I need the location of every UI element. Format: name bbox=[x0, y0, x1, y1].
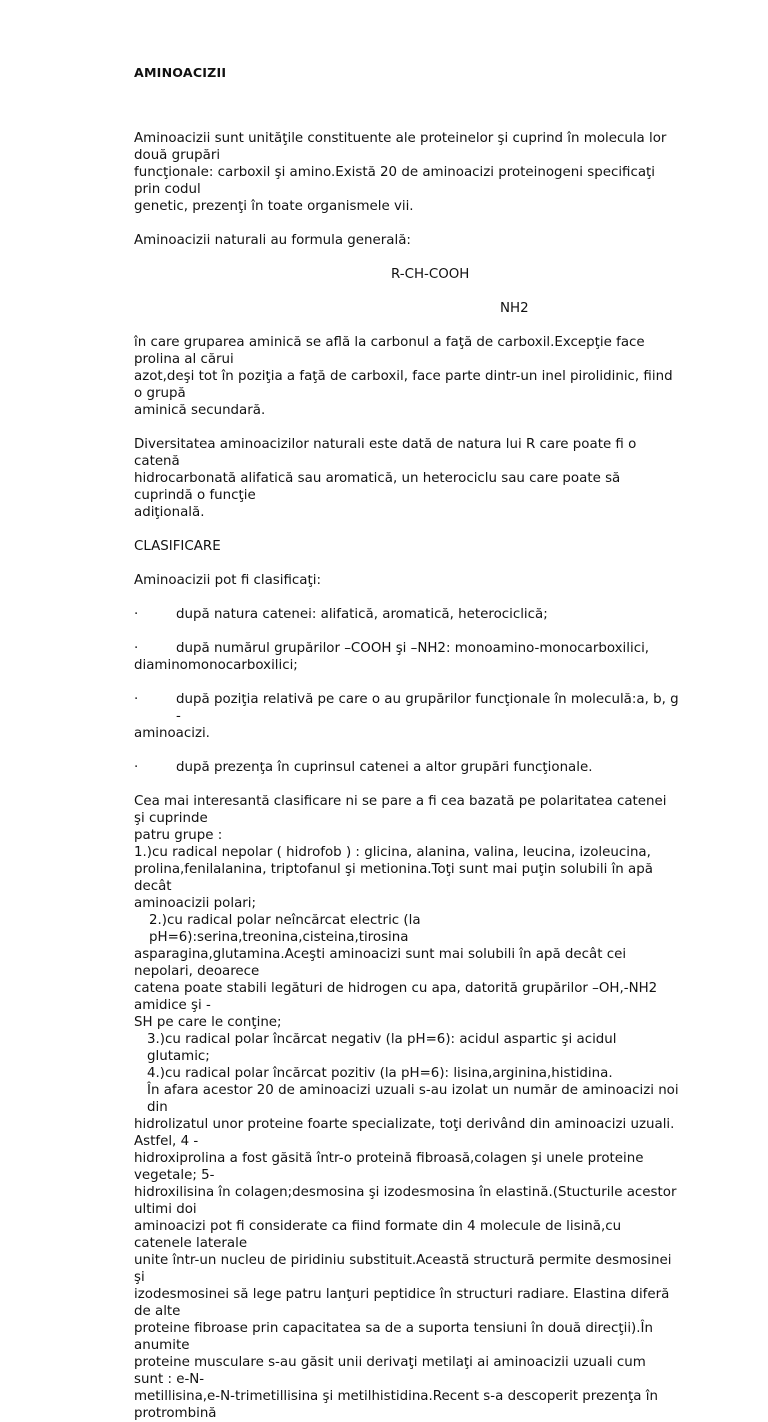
text-line: în care gruparea aminică se află la carbonul a faţă de carboxil.Excepţie face prolina al cărui bbox=[134, 335, 645, 367]
bullet-text-continued: aminoacizi. bbox=[134, 726, 210, 741]
bullet-dot: · bbox=[134, 692, 139, 707]
bullet-dot: · bbox=[134, 607, 139, 622]
text-line: hidroxilisina în colagen;desmosina şi izodesmosina în elastină.(Stucturile acestor ultimi doi bbox=[134, 1185, 677, 1217]
text-line: aminoacizii polari; bbox=[134, 896, 257, 911]
text-line: asparagina,glutamina.Aceşti aminoacizi sunt mai solubili în apă decât cei nepolari, deoarece bbox=[134, 947, 627, 979]
bullet-item bbox=[134, 606, 679, 623]
intro-paragraph bbox=[134, 130, 679, 215]
text-line: 3.)cu radical polar încărcat negativ (la pH=6): acidul aspartic şi acidul glutamic; bbox=[147, 1032, 617, 1064]
text-line: catena poate stabili legături de hidrogen cu apa, datorită grupărilor –OH,-NH2 amidice şi - bbox=[134, 981, 658, 1013]
text-line: funcţionale: carboxil şi amino.Există 20 de aminoacizi proteinogeni specificaţi prin codul bbox=[134, 165, 656, 197]
polarity-section bbox=[134, 793, 679, 1422]
section-heading: CLASIFICARE bbox=[134, 539, 221, 554]
text-line: 1.)cu radical nepolar ( hidrofob ) : glicina, alanina, valina, leucina, izoleucina, bbox=[134, 845, 651, 860]
document-page bbox=[134, 64, 679, 1422]
bullet-dot: · bbox=[134, 760, 139, 775]
text-line: metillisina,e-N-trimetillisina şi metilhistidina.Recent s-a descoperit prezenţa în protrombină bbox=[134, 1389, 658, 1421]
bullet-dot: · bbox=[134, 641, 139, 656]
text-line: SH pe care le conţine; bbox=[134, 1015, 282, 1030]
bullet-text: după natura catenei: alifatică, aromatică, heterociclică; bbox=[176, 607, 548, 622]
bullet-text: după numărul grupărilor –COOH şi –NH2: monoamino-monocarboxilici, bbox=[176, 641, 650, 656]
bullet-text: după poziţia relativă pe care o au grupărilor funcţionale în moleculă:a, b, g - bbox=[176, 692, 679, 724]
text-line: Aminoacizii sunt unităţile constituente ale proteinelor şi cuprind în molecula lor două grupări bbox=[134, 131, 667, 163]
formula-substituent: NH2 bbox=[500, 301, 529, 316]
bullet-text-continued: diaminomonocarboxilici; bbox=[134, 658, 298, 673]
text-line: În afara acestor 20 de aminoacizi uzuali s-au izolat un număr de aminoacizi noi din bbox=[147, 1083, 679, 1115]
classify-intro: Aminoacizii pot fi clasificaţi: bbox=[134, 573, 321, 588]
diversity-paragraph bbox=[134, 436, 679, 521]
text-line: prolina,fenilalanina, triptofanul şi metionina.Toţi sunt mai puţin solubili în apă decât bbox=[134, 862, 653, 894]
text-line: azot,deşi tot în poziţia a faţă de carboxil, face parte dintr-un inel pirolidinic, fiind o grupă bbox=[134, 369, 673, 401]
bullet-item bbox=[134, 759, 679, 776]
text-line: Cea mai interesantă clasificare ni se pare a fi cea bazată pe polaritatea catenei şi cuprinde bbox=[134, 794, 667, 826]
bullet-item bbox=[134, 691, 679, 742]
text-line: 2.)cu radical polar neîncărcat electric (la pH=6):serina,treonina,cisteina,tirosina bbox=[149, 913, 421, 945]
text-line: genetic, prezenţi în toate organismele vii. bbox=[134, 199, 414, 214]
text-line: adiţională. bbox=[134, 505, 205, 520]
text-line: patru grupe : bbox=[134, 828, 223, 843]
text-line: 4.)cu radical polar încărcat pozitiv (la pH=6): lisina,arginina,histidina. bbox=[147, 1066, 613, 1081]
text-line: izodesmosinei să lege patru lanţuri peptidice în structuri radiare. Elastina diferă de alte bbox=[134, 1287, 670, 1319]
text-line: proteine musculare s-au găsit unii derivaţi metilaţi ai aminoacizii uzuali cum sunt : e-N- bbox=[134, 1355, 646, 1387]
text-line: hidrolizatul unor proteine foarte specializate, toţi derivând din aminoacizi uzuali. Astfel, 4 - bbox=[134, 1117, 675, 1149]
text-line: aminică secundară. bbox=[134, 403, 266, 418]
amine-paragraph bbox=[134, 334, 679, 419]
formula-intro: Aminoacizii naturali au formula generală: bbox=[134, 233, 411, 248]
page-title: AMINOACIZII bbox=[134, 65, 227, 80]
bullet-item bbox=[134, 640, 679, 674]
formula-main: R-CH-COOH bbox=[391, 267, 470, 282]
text-line: unite într-un nucleu de piridiniu substituit.Această structură permite desmosinei şi bbox=[134, 1253, 672, 1285]
bullet-text: după prezenţa în cuprinsul catenei a altor grupări funcţionale. bbox=[176, 760, 593, 775]
text-line: proteine fibroase prin capacitatea sa de a suporta tensiuni în două direcţii).În anumite bbox=[134, 1321, 653, 1353]
text-line: Diversitatea aminoacizilor naturali este dată de natura lui R care poate fi o catenă bbox=[134, 437, 637, 469]
text-line: hidrocarbonată alifatică sau aromatică, un heterociclu sau care poate să cuprindă o funcţie bbox=[134, 471, 621, 503]
text-line: hidroxiprolina a fost găsită într-o proteină fibroasă,colagen şi unele proteine vegetale; 5- bbox=[134, 1151, 644, 1183]
text-line: aminoacizi pot fi considerate ca fiind formate din 4 molecule de lisină,cu catenele laterale bbox=[134, 1219, 622, 1251]
